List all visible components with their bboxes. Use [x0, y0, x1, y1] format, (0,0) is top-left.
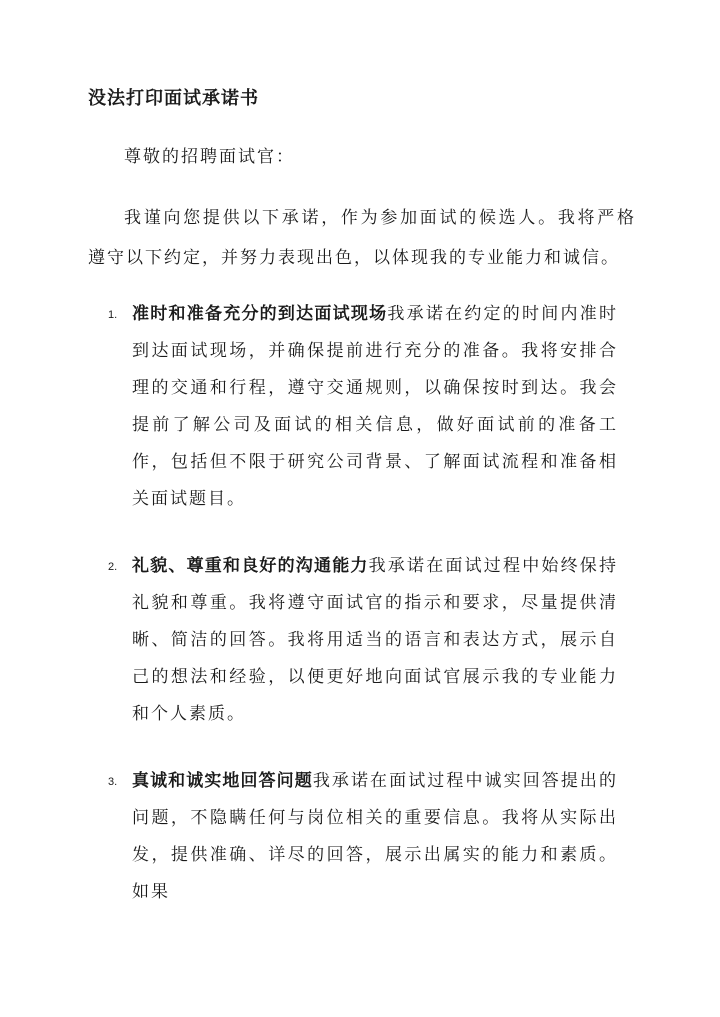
list-item-number: 1. — [108, 309, 118, 321]
list-item-text: 我承诺在约定的时间内准时到达面试现场，并确保提前进行充分的准备。我将安排合理的交通和行程，遵守交通规则，以确保按时到达。我会提前了解公司及面试的相关信息，做好面试前的准备工作，包括但不限于研究公司背景、了解面试流程和准备相关面试题目。 — [132, 304, 618, 509]
list-item-text: 我承诺在面试过程中诚实回答提出的问题，不隐瞒任何与岗位相关的重要信息。我将从实际出发，提供准确、详尽的回答，展示出属实的能力和素质。如果 — [132, 771, 619, 902]
list-item — [0, 296, 720, 518]
list-item — [0, 548, 720, 733]
list-item-body — [132, 296, 618, 518]
intro-paragraph: 我谨向您提供以下承诺，作为参加面试的候选人。我将严格遵守以下约定，并努力表现出色，以体现我的专业能力和诚信。 — [88, 208, 636, 268]
document-title: 没法打印面试承诺书 — [88, 88, 259, 109]
salutation: 尊敬的招聘面试官： — [124, 147, 295, 167]
list-item-number: 2. — [108, 561, 118, 573]
list-item-body — [132, 763, 618, 911]
list-item — [0, 763, 720, 911]
commitment-list — [0, 296, 720, 941]
list-item-heading: 礼貌、尊重和良好的沟通能力 — [132, 556, 369, 576]
list-item-number: 3. — [108, 776, 118, 788]
list-item-text: 我承诺在面试过程中始终保持礼貌和尊重。我将遵守面试官的指示和要求，尽量提供清晰、简洁的回答。我将用适当的语言和表达方式，展示自己的想法和经验，以便更好地向面试官展示我的专业能力和个人素质。 — [132, 556, 619, 724]
list-item-heading: 真诚和诚实地回答问题 — [132, 771, 313, 791]
list-item-body — [132, 548, 618, 733]
list-item-heading: 准时和准备充分的到达面试现场 — [132, 304, 388, 324]
